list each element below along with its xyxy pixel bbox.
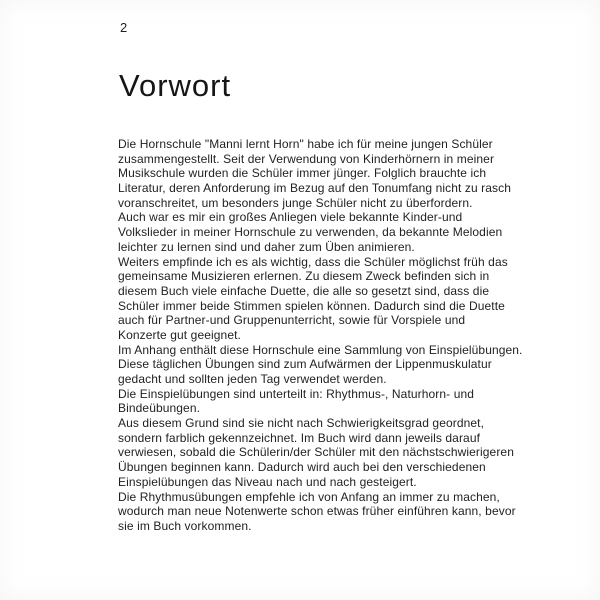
page-number: 2 <box>120 20 128 35</box>
body-line: Schüler immer beide Stimmen spielen können. Dadurch sind die Duette <box>118 298 505 313</box>
body-line: Auch war es mir ein großes Anliegen viele bekannte Kinder-und <box>118 210 463 225</box>
body-line: Einspielübungen das Niveau nach und nach gesteigert. <box>118 474 417 489</box>
body-line: auch für Partner-und Gruppenunterricht, sowie für Vorspiele und <box>118 313 466 328</box>
body-line: Diese täglichen Übungen sind zum Aufwärmen der Lippenmuskulatur <box>118 357 492 372</box>
body-line: gedacht und sollten jeden Tag verwendet werden. <box>118 372 387 386</box>
body-line: verwiesen, sobald die Schülerin/der Schüler mit den nächstschwierigeren <box>118 445 514 460</box>
body-line: wodurch man neue Notenwerte schon etwas früher einführen kann, bevor <box>118 504 516 519</box>
body-line: Aus diesem Grund sind sie nicht nach Schwierigkeitsgrad geordnet, <box>118 416 485 431</box>
body-line: sie im Buch vorkommen. <box>118 518 252 533</box>
page-title: Vorwort <box>119 68 232 103</box>
preface-body <box>118 137 590 534</box>
body-line: Musikschule wurden die Schüler immer jünger. Folglich brauchte ich <box>118 166 487 181</box>
body-line: Die Rhythmusübungen empfehle ich von Anfang an immer zu machen, <box>118 489 500 504</box>
body-line: Bindeübungen. <box>118 401 201 416</box>
body-line: voranschreitet, um besonders junge Schüler nicht zu überfordern. <box>118 195 473 210</box>
body-line: Übungen beginnen kann. Dadurch wird auch bei den verschiedenen <box>118 460 486 475</box>
body-line: Literatur, deren Anforderung im Bezug auf den Tonumfang nicht zu rasch <box>118 181 512 196</box>
body-line: diesem Buch viele einfache Duette, die alle so gesetzt sind, dass die <box>118 283 490 298</box>
body-line: Weiters empfinde ich es als wichtig, dass die Schüler möglichst früh das <box>118 254 508 269</box>
body-line: sondern farblich gekennzeichnet. Im Buch wird dann jeweils darauf <box>118 430 481 445</box>
body-line: Volkslieder in meiner Hornschule zu verwenden, da bekannte Melodien <box>118 225 503 240</box>
body-line: gemeinsame Musizieren erlernen. Zu diesem Zweck befinden sich in <box>118 269 490 284</box>
body-line: Die Hornschule "Manni lernt Horn" habe ich für meine jungen Schüler <box>118 137 493 151</box>
body-line: Konzerte gut geeignet. <box>118 327 241 342</box>
body-line: Im Anhang enthält diese Hornschule eine Sammlung von Einspielübungen. <box>118 342 523 357</box>
body-line: leichter zu lernen sind und daher zum Üben animieren. <box>118 239 415 254</box>
body-line: Die Einspielübungen sind unterteilt in: Rhythmus-, Naturhorn- und <box>118 386 475 401</box>
body-line: zusammengestellt. Seit der Verwendung von Kinderhörnern in meiner <box>118 151 495 166</box>
